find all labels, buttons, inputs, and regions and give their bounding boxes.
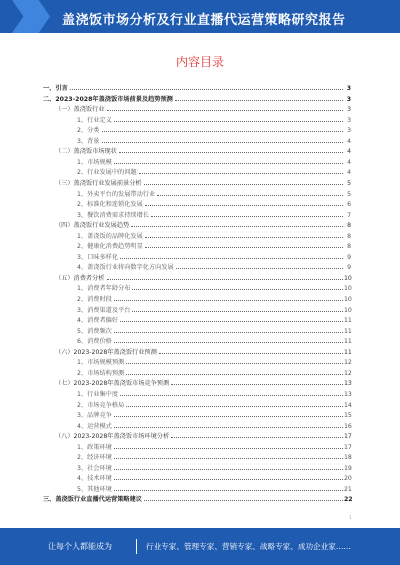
toc-leader-dots xyxy=(114,490,343,491)
toc-entry-text: 3、品牌竞争 xyxy=(77,412,112,420)
toc-entry-page: 3 xyxy=(347,116,351,124)
toc-entry[interactable] xyxy=(77,388,351,398)
toc-entry[interactable] xyxy=(77,409,351,419)
toc-entry[interactable] xyxy=(77,451,351,461)
toc-leader-dots xyxy=(132,289,343,290)
toc-leader-dots xyxy=(107,110,344,111)
toc-entry-text: 4、技术环境 xyxy=(77,475,112,483)
toc-entry[interactable] xyxy=(77,124,351,134)
toc-entry[interactable] xyxy=(55,430,351,440)
toc-entry-page: 9 xyxy=(347,253,351,261)
toc-entry[interactable] xyxy=(77,304,351,314)
toc-entry-text: （七）2023-2028年盖浇饭市场竞争预测 xyxy=(55,380,170,388)
toc-entry-text: 2、消费时段 xyxy=(77,296,112,303)
toc-leader-dots xyxy=(107,279,344,280)
toc-leader-dots xyxy=(145,205,343,206)
toc-entry[interactable] xyxy=(77,420,351,430)
toc-entry-page: 22 xyxy=(344,496,353,504)
toc-leader-dots xyxy=(114,300,343,301)
toc-entry[interactable] xyxy=(77,251,351,261)
page-footer xyxy=(0,528,400,565)
toc-entry[interactable] xyxy=(77,472,351,482)
toc-leader-dots xyxy=(120,258,343,259)
toc-entry[interactable] xyxy=(77,335,351,345)
toc-entry[interactable] xyxy=(77,293,351,303)
toc-entry-page: 11 xyxy=(344,338,352,346)
toc-leader-dots xyxy=(114,458,343,459)
toc-heading: 内容目录 xyxy=(175,55,224,69)
toc-entry-page: 12 xyxy=(344,369,352,377)
footer-slogan-right: 行业专家、管理专家、营销专家、战略专家、成功企业家…… xyxy=(146,542,352,551)
toc-entry-text: 二、2023-2028年盖浇饭市场前景及趋势预测 xyxy=(43,95,173,103)
report-title: 盖浇饭市场分析及行业直播代运营策略研究报告 xyxy=(62,13,346,28)
toc-entry[interactable] xyxy=(77,325,351,335)
toc-leader-dots xyxy=(176,268,343,269)
toc-entry-page: 11 xyxy=(344,317,352,325)
toc-entry-text: 3、口味多样化 xyxy=(77,253,119,261)
toc-leader-dots xyxy=(120,321,343,322)
toc-entry-text: （八）2023-2028年盖浇饭市场环境分析 xyxy=(55,433,170,441)
toc-entry-page: 14 xyxy=(344,401,352,409)
toc-entry[interactable] xyxy=(77,188,351,198)
toc-entry-page: 8 xyxy=(347,222,351,230)
toc-entry[interactable] xyxy=(43,493,351,503)
toc-entry-text: 3、背景 xyxy=(77,137,100,145)
toc-entry[interactable] xyxy=(77,462,351,472)
toc-entry-page: 11 xyxy=(344,327,352,335)
toc-entry-page: 4 xyxy=(347,137,351,145)
toc-entry-text: 3、消费渠道及平台 xyxy=(77,306,131,314)
toc-entry[interactable] xyxy=(55,145,351,155)
toc-entry-page: 21 xyxy=(344,485,352,493)
toc-entry-page: 4 xyxy=(347,158,351,166)
toc-entry[interactable] xyxy=(77,135,351,145)
toc-leader-dots xyxy=(114,121,343,122)
toc-entry-text: （二）盖浇饭市场现状 xyxy=(55,148,117,156)
toc-entry-page: 10 xyxy=(344,285,352,293)
toc-entry[interactable] xyxy=(77,356,351,366)
toc-entry[interactable] xyxy=(77,282,351,292)
toc-leader-dots xyxy=(114,427,343,428)
toc-entry[interactable] xyxy=(77,198,351,208)
toc-entry[interactable] xyxy=(77,230,351,240)
toc-leader-dots xyxy=(114,479,343,480)
toc-entry[interactable] xyxy=(55,177,351,187)
toc-entry-text: 3、餐饮消费需求持续增长 xyxy=(77,211,149,219)
toc-leader-dots xyxy=(119,152,343,153)
toc-entry[interactable] xyxy=(77,261,351,271)
toc-leader-dots xyxy=(70,89,343,90)
toc-entry-text: 2、经济环境 xyxy=(77,454,112,462)
toc-entry-page: 5 xyxy=(347,179,351,187)
toc-leader-dots xyxy=(102,131,344,132)
toc-entry-page: 7 xyxy=(347,211,351,219)
toc-leader-dots xyxy=(145,237,343,238)
toc-entry-page: 3 xyxy=(347,127,351,135)
toc-entry-page: 15 xyxy=(344,412,352,420)
toc-leader-dots xyxy=(126,406,343,407)
toc-entry-text: 2、市场竞争格局 xyxy=(77,401,125,409)
toc-entry[interactable] xyxy=(77,483,351,493)
toc-entry-page: 5 xyxy=(347,190,351,198)
toc-entry[interactable] xyxy=(55,272,351,282)
toc-entry-text: （四）盖浇饭行业发展趋势 xyxy=(55,222,130,230)
toc-entry[interactable] xyxy=(77,367,351,377)
page-header xyxy=(0,0,400,33)
toc-leader-dots xyxy=(126,363,343,364)
toc-leader-dots xyxy=(144,500,343,501)
toc-entry[interactable] xyxy=(77,399,351,409)
toc-entry-page: 6 xyxy=(347,201,351,209)
toc-leader-dots xyxy=(126,374,343,375)
toc-leader-dots xyxy=(144,184,343,185)
toc-entry-text: 4、盖浇饭行业将向数字化方向发展 xyxy=(77,264,174,272)
toc-entry-page: 3 xyxy=(347,106,351,114)
toc-entry-text: 三、盖浇饭行业直播代运营策略建议 xyxy=(43,496,142,504)
toc-entry[interactable] xyxy=(77,114,351,124)
toc-leader-dots xyxy=(114,332,343,333)
toc-entry-text: 2、行业发展中的问题 xyxy=(77,169,137,177)
toc-entry-text: 1、市场规模 xyxy=(77,158,112,166)
toc-entry[interactable] xyxy=(43,82,351,92)
toc-entry-text: 一、引言 xyxy=(43,85,68,92)
toc-entry-page: 10 xyxy=(344,274,352,282)
toc-entry-text: 2、健康化消费趋势明显 xyxy=(77,243,143,251)
toc-leader-dots xyxy=(145,247,343,248)
toc-entry-page: 20 xyxy=(344,475,352,483)
toc-entry[interactable] xyxy=(77,156,351,166)
toc-entry-text: 6、消费价格 xyxy=(77,338,112,346)
toc-entry-text: 2、市场结构预测 xyxy=(77,369,125,377)
toc-entry-page: 18 xyxy=(344,454,352,462)
logo-arrow-icon xyxy=(12,0,50,33)
toc-leader-dots xyxy=(114,448,343,449)
toc-leader-dots xyxy=(131,226,343,227)
toc-entry-text: （三）盖浇饭行业发展前景分析 xyxy=(55,179,142,187)
toc-entry-page: 8 xyxy=(347,243,351,251)
toc-entry[interactable] xyxy=(43,93,351,103)
toc-entry[interactable] xyxy=(77,209,351,219)
toc-entry[interactable] xyxy=(55,377,351,387)
toc-entry[interactable] xyxy=(77,314,351,324)
toc-entry-page: 17 xyxy=(344,443,352,451)
toc-entry-text: 3、社会环境 xyxy=(77,464,112,472)
toc-leader-dots xyxy=(139,173,343,174)
toc-entry-text: （一）盖浇饭行业 xyxy=(55,106,105,114)
toc-entry-page: 16 xyxy=(344,422,352,430)
toc-entry-page: 9 xyxy=(347,264,351,272)
toc-entry-page: 4 xyxy=(347,169,351,177)
footer-divider xyxy=(136,539,137,554)
toc-entry-text: 4、运营模式 xyxy=(77,422,112,430)
toc-entry[interactable] xyxy=(77,166,351,176)
toc-entry-page: 10 xyxy=(344,296,352,303)
toc-leader-dots xyxy=(175,100,343,101)
toc-entry-page: 17 xyxy=(344,433,352,441)
toc-entry-text: 2、标准化和连锁化发展 xyxy=(77,201,143,209)
toc-entry-page: 10 xyxy=(344,306,352,314)
toc-leader-dots xyxy=(114,416,343,417)
toc-entry[interactable] xyxy=(77,441,351,451)
toc-entry-text: 2、分类 xyxy=(77,127,100,135)
toc-entry[interactable] xyxy=(77,240,351,250)
toc-leader-dots xyxy=(120,395,343,396)
toc-entry-page: 4 xyxy=(347,148,351,156)
toc-entry-text: 1、行业定义 xyxy=(77,116,112,124)
toc-entry-page: 3 xyxy=(346,85,351,92)
toc-leader-dots xyxy=(132,311,343,312)
toc-leader-dots xyxy=(114,342,343,343)
toc-entry-text: 1、市场规模预测 xyxy=(77,359,125,367)
toc-entry[interactable] xyxy=(55,219,351,229)
toc-entry-text: 1、消费者年龄分布 xyxy=(77,285,131,293)
toc-leader-dots xyxy=(114,469,343,470)
toc-leader-dots xyxy=(157,195,343,196)
toc-leader-dots xyxy=(151,216,343,217)
toc-entry-page: 12 xyxy=(344,359,352,367)
toc-leader-dots xyxy=(171,437,343,438)
toc-entry-text: 1、行业集中度 xyxy=(77,390,119,398)
toc-leader-dots xyxy=(102,142,344,143)
toc-entry-page: 11 xyxy=(344,348,352,356)
toc-entry-page: 13 xyxy=(344,380,352,388)
toc-entry-page: 8 xyxy=(347,232,351,240)
toc-entry-page: 3 xyxy=(346,95,351,103)
toc-entry-text: 5、其他环境 xyxy=(77,485,112,493)
page-corner-mark: 1 xyxy=(349,515,352,520)
toc-entry-text: 1、盖浇饭的品牌化发展 xyxy=(77,232,143,240)
toc-leader-dots xyxy=(114,163,343,164)
toc-entry-page: 13 xyxy=(344,390,352,398)
toc-entry-text: （五）消费者分析 xyxy=(55,274,105,282)
toc-leader-dots xyxy=(159,353,343,354)
toc-entry-text: 1、外卖平台的发展带动行业 xyxy=(77,190,156,198)
toc-leader-dots xyxy=(171,384,343,385)
toc-entry[interactable] xyxy=(55,346,351,356)
toc-entry-text: 1、政策环境 xyxy=(77,443,112,451)
toc-entry-page: 19 xyxy=(344,464,352,472)
footer-slogan-left: 让每个人都能成为 xyxy=(48,542,112,551)
toc-entry-text: （六）2023-2028年盖浇饭行业预测 xyxy=(55,348,157,356)
toc-entry-text: 4、消费者偏好 xyxy=(77,317,119,325)
toc-entry-text: 5、消费频次 xyxy=(77,327,112,335)
toc-entry[interactable] xyxy=(55,103,351,113)
